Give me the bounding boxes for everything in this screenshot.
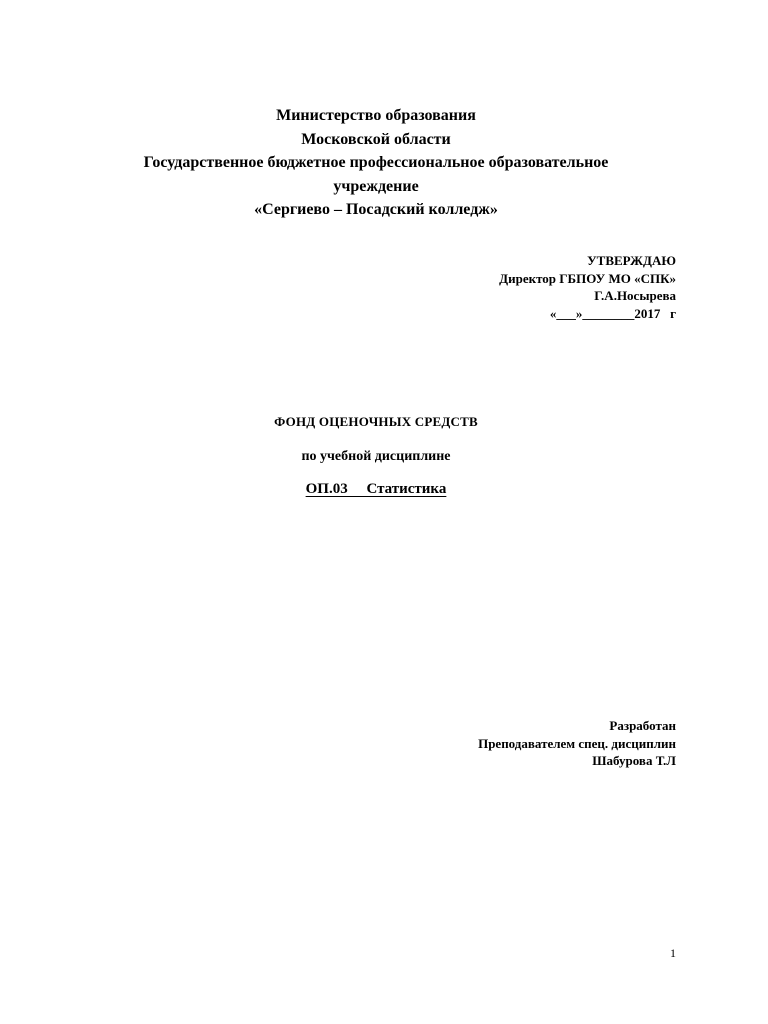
page-number: 1 — [670, 946, 676, 960]
discipline-label: по учебной дисциплине — [301, 449, 451, 464]
approval-position: Директор ГБПОУ МО «СПК» — [499, 270, 676, 286]
author-name: Шабурова Т.Л — [592, 753, 676, 768]
college-name: «Сергиево – Посадский колледж» — [254, 201, 498, 218]
author-block — [478, 717, 676, 770]
author-role: Преподавателем спец. дисциплин — [478, 735, 676, 751]
institution-type-line-cont: учреждение — [333, 177, 419, 195]
approval-title: УТВЕРЖДАЮ — [587, 253, 676, 268]
region-line: Московской области — [301, 130, 451, 148]
approval-name: Г.А.Носырева — [594, 288, 676, 303]
ministry-line: Министерство образования — [276, 107, 476, 124]
approval-date-line: «___»________2017 г — [549, 305, 676, 321]
fund-title: ФОНД ОЦЕНОЧНЫХ СРЕДСТВ — [274, 414, 478, 429]
institution-type-line: Государственное бюджетное профессиональное образовательное — [143, 154, 609, 171]
discipline-name: ОП.03 Статистика — [305, 481, 447, 497]
discipline-name-wrapper — [0, 481, 752, 498]
developed-label: Разработан — [609, 718, 676, 733]
approval-block — [499, 252, 676, 322]
institution-header — [0, 104, 752, 222]
